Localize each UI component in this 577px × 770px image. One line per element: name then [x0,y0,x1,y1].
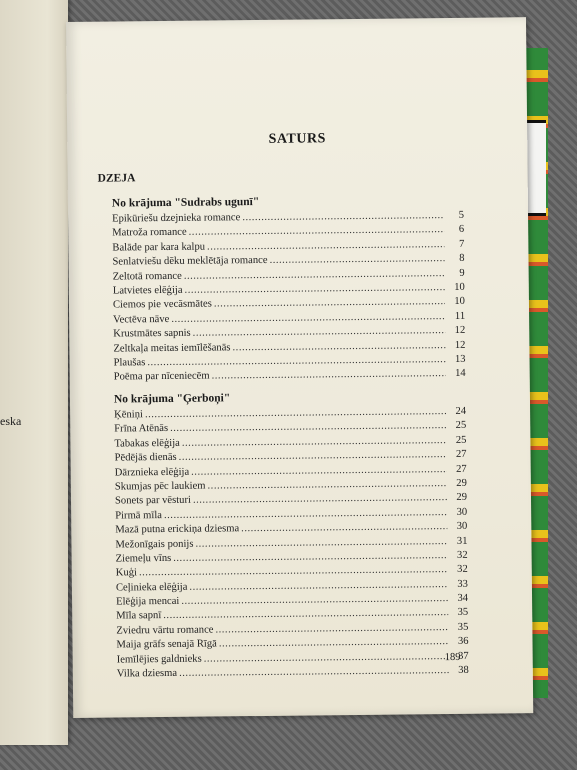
toc-entry-title: Ziemeļu vīns [115,552,172,565]
toc-list [112,209,466,385]
toc-entry-page: 11 [454,310,466,322]
toc-entry-page: 33 [457,578,468,590]
toc-entry-title: Mīla sapnī [116,610,162,622]
toc-entry-page: 8 [459,253,465,265]
toc-entry [117,664,469,682]
toc-entry-page: 34 [457,592,469,605]
toc-entry-page: 38 [458,664,469,676]
toc-entry-title: Senlatviešu dēku meklētāja romance [112,255,268,268]
toc-entry-page: 35 [457,607,469,619]
toc-entry-title: Mežonīgais ponijs [115,538,194,551]
page-number: 189 [444,651,461,664]
toc-entry-page: 32 [456,549,468,561]
toc-entry-page: 12 [454,324,466,337]
toc-entry-title: Skumjas pēc laukiem [114,480,206,493]
collection-block [114,388,469,682]
toc-entry-page: 10 [454,281,465,293]
left-page [0,0,68,745]
toc-entry-page: 24 [455,405,467,417]
toc-entry-title: Vilka dziesma [116,667,178,680]
toc-entry-title: Dārznieka elēģija [114,466,190,479]
toc-entry-page: 32 [457,564,468,576]
toc-entry-title: Kuģi [115,567,138,579]
contents-page [66,17,533,718]
toc-entry-page: 10 [454,296,466,308]
toc-entry-page: 25 [455,434,467,446]
section-heading: DZEJA [97,172,136,185]
toc-entry-page: 36 [457,636,469,648]
toc-entry-page: 29 [456,492,468,504]
toc-entry-title: Iemīlējies galdnieks [116,653,202,666]
toc-entry-title: Maija grāfs senajā Rīgā [116,638,217,651]
toc-entry-title: Pēdējās dienās [114,452,177,464]
toc-entry-title: Poēma par nīceniecēm [113,370,210,383]
page-title: SATURS [268,131,326,147]
toc-entry-title: Zviedru vārtu romance [116,624,214,637]
toc-entry-title: Sonets par vēsturi [114,495,191,507]
toc-entry-page: 7 [458,238,465,250]
toc-entry-title: Epikūriešu dzejnieka romance [112,212,241,225]
toc-entry-title: Matroža romance [112,227,187,239]
collection-title: No krājuma "Sudrabs ugunī" [111,195,260,210]
toc-entry-page: 13 [454,353,466,365]
toc-entry-title: Vectēva nāve [113,313,170,326]
toc-entry-page: 14 [455,368,466,380]
collection-block [112,192,466,385]
toc-entry-title: Ķēniņi [114,409,144,421]
toc-entry-title: Latvietes elēģija [112,284,183,297]
toc-entry-page: 6 [458,224,465,236]
toc-entry-title: Krustmātes sapnis [113,327,191,340]
dot-leader [179,664,449,681]
toc-entry-title: Balāde par kara kalpu [112,241,206,254]
toc-entry-title: Ceļinieka elēģija [115,581,188,594]
dot-leader [212,367,446,384]
toc-entry-title: Frīna Atēnās [114,423,169,435]
toc-entry-page: 9 [459,267,465,279]
toc-entry-page: 12 [454,339,466,351]
toc-entry-page: 27 [456,463,467,475]
toc-entry-title: Zeltotā romance [112,270,182,283]
toc-entry-page: 27 [455,449,467,461]
toc-entry-title: Pirmā mīla [115,509,163,522]
toc-list [114,405,469,682]
toc-entry-page: 35 [457,621,469,633]
toc-entry-title: Mazā putna erickiņa dziesma [115,523,240,536]
toc-entry-page: 31 [456,535,468,547]
toc-entry-page: 25 [455,420,467,432]
collection-title: No krājuma "Ģerboņi" [113,392,231,406]
toc-entry-title: Plaušas [113,357,146,369]
toc-entry-page: 30 [456,520,468,533]
toc-entry-page: 5 [458,209,465,221]
toc-entry-page: 37 [458,650,469,662]
toc-entry [114,367,466,385]
toc-entry-page: 29 [456,477,467,489]
toc-entry-title: Elēģija mencai [116,595,180,608]
left-page-text-fragment: eska [0,414,22,428]
toc-entry-page: 30 [456,506,468,518]
toc-entry-title: Zeltkaļa meitas iemīlēšanās [113,341,231,355]
toc-entry-title: Tabakas elēģija [114,437,180,450]
toc-entry-title: Ciemos pie vecāsmātes [112,298,212,311]
